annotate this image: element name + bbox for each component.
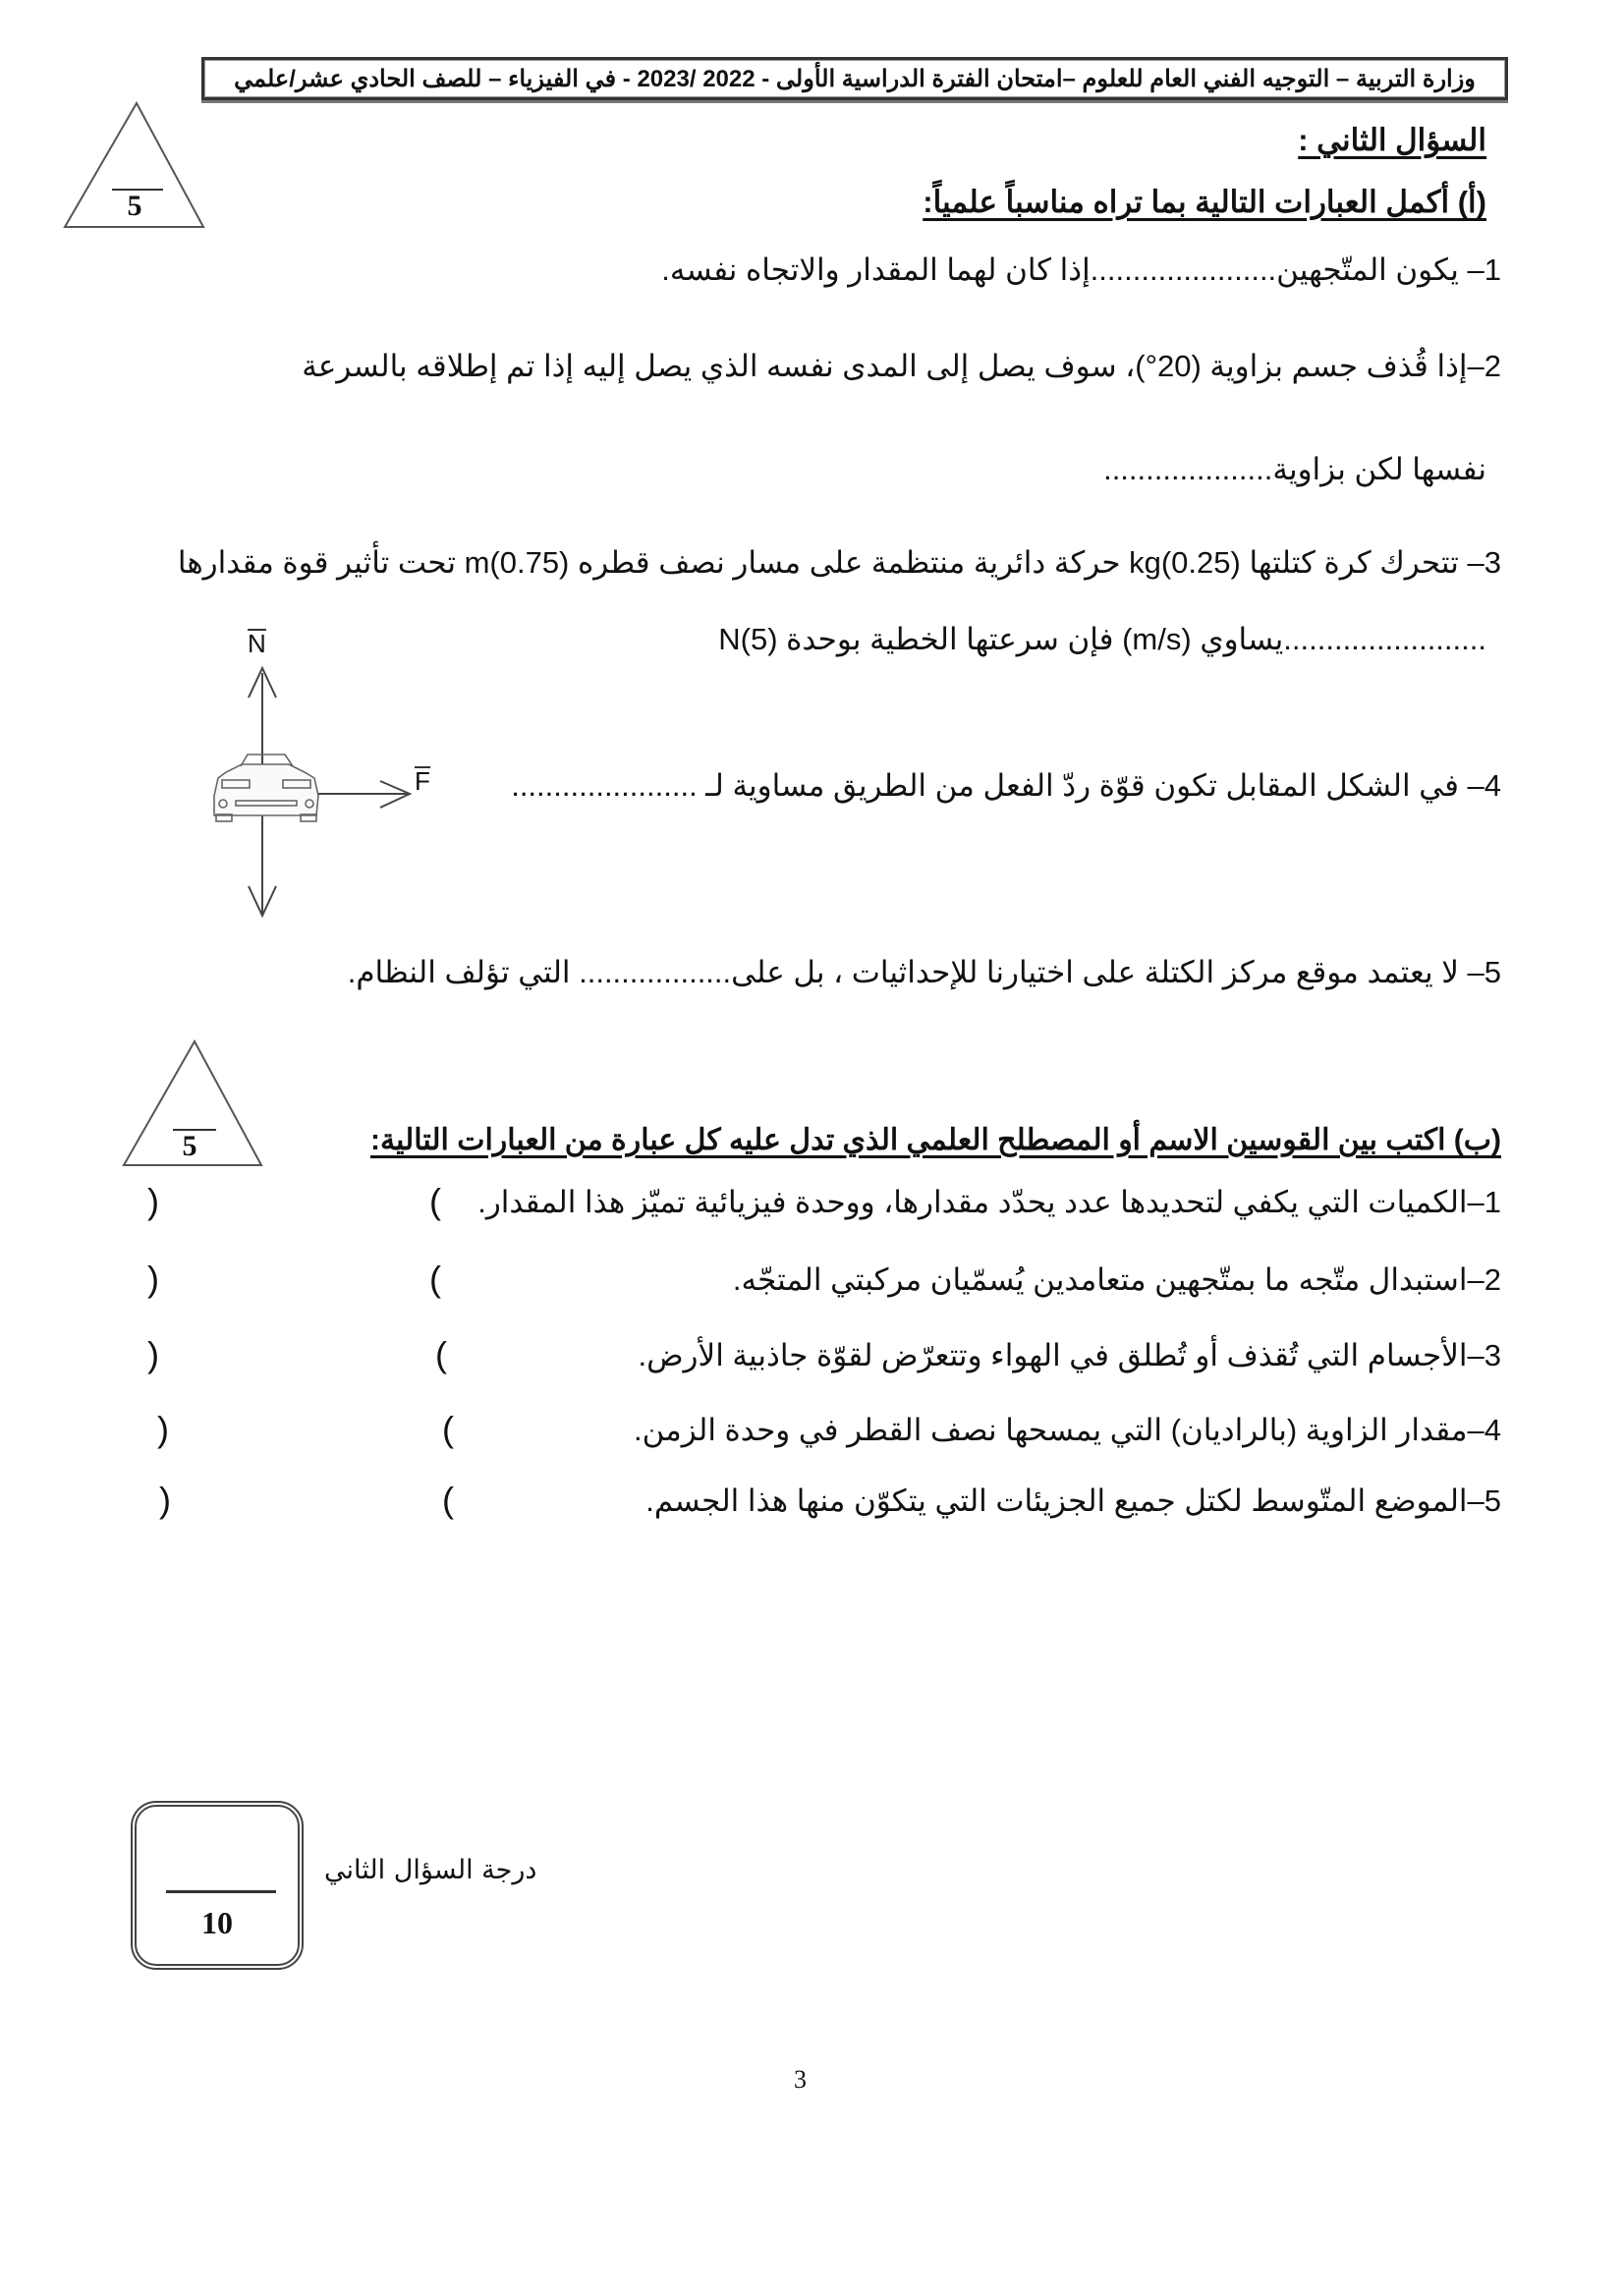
part-a-item-3-continuation: N(5) فإن سرعتها الخطية بوحدة (m/s) يساوي........................ <box>718 622 1486 656</box>
answer-paren-open: ) <box>159 1480 171 1520</box>
part-a-item-2-continuation: نفسها لكن بزاوية.................... <box>1103 452 1486 486</box>
answer-field-2[interactable] <box>172 1261 422 1301</box>
total-score-value: 10 <box>201 1905 233 1940</box>
answer-field-3[interactable] <box>172 1337 427 1376</box>
part-a-item-5: 5– لا يعتمد موقع مركز الكتلة على اختيارنا للإحداثيات ، بل على.................. التي تؤلف النظام. <box>347 955 1501 989</box>
part-b-title: (ب) اكتب بين القوسين الاسم أو المصطلح العلمي الذي تدل عليه كل عبارة من العبارات التالية: <box>369 1124 1501 1156</box>
answer-field-4[interactable] <box>182 1412 437 1451</box>
applied-force-label: F <box>415 766 430 796</box>
answer-field-5[interactable] <box>184 1483 437 1522</box>
part-b-item-5: 5–الموضع المتّوسط لكتل جميع الجزيئات التي يتكوّن منها هذا الجسم. <box>645 1483 1501 1518</box>
part-b-item-3: 3–الأجسام التي تُقذف أو تُطلق في الهواء وتتعرّض لقوّة جاذبية الأرض. <box>638 1338 1501 1372</box>
answer-paren-close: ( <box>435 1334 447 1374</box>
answer-paren-open: ) <box>157 1409 169 1449</box>
answer-paren-close: ( <box>442 1409 454 1449</box>
answer-paren-close: ( <box>442 1480 454 1520</box>
part-b-item-2: 2–استبدال متّجه ما بمتّجهين متعامدين يُسمّيان مركبتي المتجّه. <box>732 1262 1501 1297</box>
force-diagram <box>187 629 501 924</box>
part-a-title: (أ) أكمل العبارات التالية بما تراه مناسباً علمياً: <box>923 185 1486 219</box>
part-a-item-2: 2–إذا قُذف جسم بزاوية (20°)، سوف يصل إلى المدى نفسه الذي يصل إليه إذا تم إطلاقه بالسرعة <box>302 349 1501 383</box>
total-score-label: درجة السؤال الثاني <box>324 1855 537 1885</box>
answer-paren-open: ) <box>147 1334 159 1374</box>
exam-header <box>201 57 1508 100</box>
normal-force-label: N <box>248 629 266 658</box>
part-a-item-3: 3– تتحرك كرة كتلتها kg(0.25) حركة دائرية منتظمة على مسار نصف قطره m(0.75) تحت تأثير قوة مقدارها <box>177 545 1501 580</box>
part-a-item-1: 1– يكون المتّجهين......................إذا كان لهما المقدار والاتجاه نفسه. <box>661 252 1501 287</box>
part-b-item-4: 4–مقدار الزاوية (بالراديان) التي يمسحها نصف القطر في وحدة الزمن. <box>633 1413 1501 1447</box>
car-icon <box>214 755 318 821</box>
page-number: 3 <box>794 2065 807 2094</box>
part-b-item-1: 1–الكميات التي يكفي لتحديدها عدد يحدّد مقدارها، ووحدة فيزيائية تميّز هذا المقدار. <box>477 1185 1501 1219</box>
question-title: السؤال الثاني : <box>1298 123 1486 157</box>
part-b-score-triangle <box>116 1039 263 1167</box>
score-blank-line <box>166 1890 276 1893</box>
answer-paren-close: ( <box>429 1259 441 1299</box>
exam-header-title: وزارة التربية – التوجيه الفني العام للعلوم –امتحان الفترة الدراسية الأولى - 2022 /2023 - في الفيزياء – للصف الحادي عشر/علمي <box>234 65 1476 92</box>
answer-field-1[interactable] <box>172 1184 422 1223</box>
part-a-score: 5 <box>127 190 142 222</box>
answer-paren-open: ) <box>147 1259 159 1299</box>
total-score-box <box>131 1801 304 1970</box>
part-b-score: 5 <box>182 1130 197 1162</box>
part-a-score-triangle <box>61 101 208 229</box>
part-a-item-4: 4– في الشكل المقابل تكون قوّة ردّ الفعل من الطريق مساوية لـ ...................... <box>511 768 1501 803</box>
answer-paren-open: ) <box>147 1181 159 1221</box>
answer-paren-close: ( <box>429 1181 441 1221</box>
